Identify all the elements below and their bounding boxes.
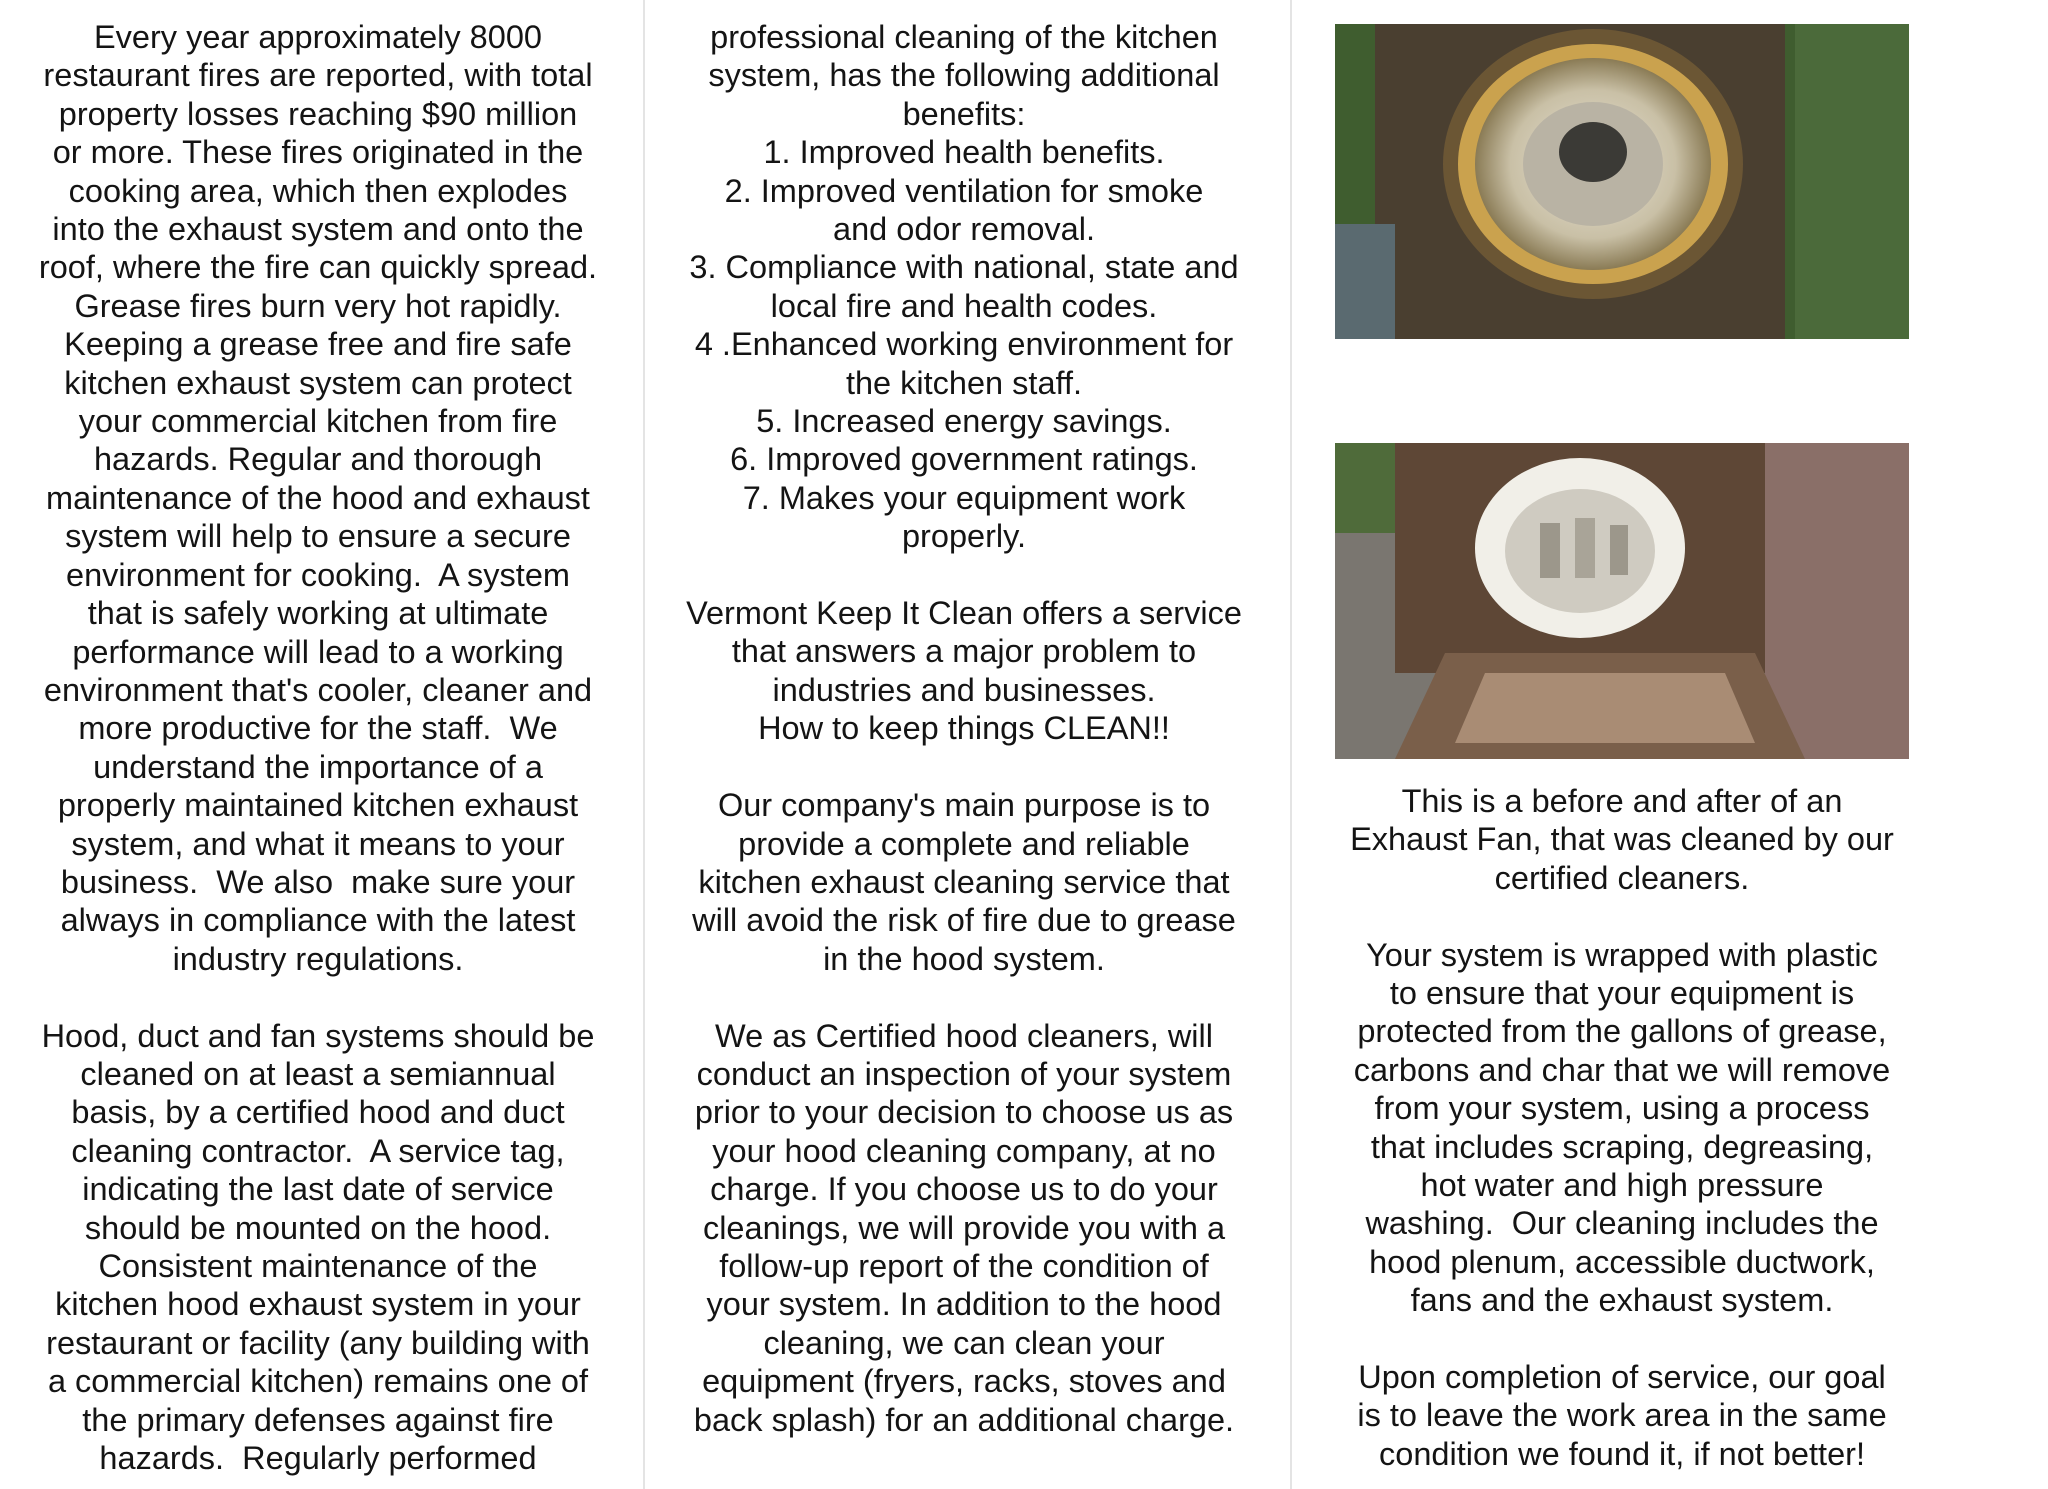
text-line: 1. Improved health benefits. [763, 134, 1165, 171]
text-line: business. We also make sure your [60, 863, 576, 900]
text-line: 6. Improved government ratings. [730, 441, 1198, 478]
text-line: industries and businesses. [772, 671, 1156, 708]
text-line: industry regulations. [172, 940, 464, 977]
text-line: provide a complete and reliable [738, 825, 1190, 862]
text-line: certified cleaners. [1494, 859, 1750, 896]
text-line: benefits: [902, 95, 1026, 132]
text-line: kitchen exhaust system can protect [64, 364, 572, 401]
text-line: your hood cleaning company, at no [712, 1132, 1216, 1169]
fire-statistics-paragraph [14, 18, 622, 978]
text-line: conduct an inspection of your system [696, 1055, 1232, 1092]
text-line: washing. Our cleaning includes the [1365, 1205, 1879, 1242]
text-line: equipment (fryers, racks, stoves and [702, 1363, 1226, 1400]
text-line: restaurant or facility (any building with [46, 1324, 590, 1361]
column-middle [672, 18, 1256, 1439]
service-paragraph [672, 594, 1256, 748]
text-line: environment for cooking. A system [66, 556, 570, 593]
text-line: Our company's main purpose is to [717, 787, 1211, 824]
text-line: that is safely working at ultimate [87, 595, 549, 632]
text-line: 3. Compliance with national, state and [689, 249, 1239, 286]
text-line: that answers a major problem to [731, 633, 1197, 670]
panel-fold-right [1290, 0, 1292, 1489]
text-line: charge. If you choose us to do your [710, 1171, 1218, 1208]
text-line: Every year approximately 8000 [93, 19, 542, 55]
text-line: back splash) for an additional charge. [693, 1401, 1235, 1438]
text-line: cleaning, we can clean your [763, 1324, 1165, 1361]
text-line: How to keep things CLEAN!! [758, 710, 1170, 747]
text-line: carbons and char that we will remove [1353, 1051, 1891, 1088]
column-left [14, 18, 622, 1477]
text-line: This is a before and after of an [1401, 783, 1843, 819]
text-line: professional cleaning of the kitchen [710, 19, 1218, 55]
text-line: property losses reaching $90 million [58, 95, 578, 132]
benefits-intro [672, 18, 1256, 133]
text-line: cleaned on at least a semiannual [80, 1055, 556, 1092]
text-line: always in compliance with the latest [60, 902, 576, 939]
text-line: Hood, duct and fan systems should be [41, 1017, 595, 1054]
text-line: Upon completion of service, our goal [1358, 1359, 1886, 1396]
text-line: is to leave the work area in the same [1357, 1397, 1887, 1434]
text-line: should be mounted on the hood. [84, 1209, 552, 1246]
photo-caption [1315, 782, 1929, 897]
text-line: the kitchen staff. [845, 364, 1083, 401]
text-line: restaurant fires are reported, with total [43, 57, 593, 94]
text-line: Keeping a grease free and fire safe [64, 326, 572, 363]
text-line: indicating the last date of service [82, 1171, 554, 1208]
text-line: roof, where the fire can quickly spread. [38, 249, 598, 286]
text-line: system will help to ensure a secure [65, 518, 571, 555]
text-line: basis, by a certified hood and duct [71, 1094, 565, 1131]
text-line: your system. In addition to the hood [706, 1286, 1222, 1323]
text-line: Grease fires burn very hot rapidly. [74, 287, 562, 324]
inspection-paragraph [672, 1017, 1256, 1439]
text-line: properly. [901, 518, 1027, 555]
text-line: hood plenum, accessible ductwork, [1369, 1243, 1875, 1280]
text-line: cooking area, which then explodes [68, 172, 568, 209]
text-line: or more. These fires originated in the [52, 134, 584, 171]
text-line: from your system, using a process [1374, 1090, 1870, 1127]
text-line: performance will lead to a working [72, 633, 564, 670]
text-line: in the hood system. [823, 940, 1105, 977]
text-line: into the exhaust system and onto the [52, 211, 584, 248]
cleaning-frequency-paragraph [14, 1017, 622, 1478]
benefits-list [672, 133, 1256, 555]
text-line: 4 .Enhanced working environment for [694, 326, 1234, 363]
text-line: Consistent maintenance of the [98, 1247, 538, 1284]
text-line: system, has the following additional [708, 57, 1220, 94]
text-line: fans and the exhaust system. [1410, 1282, 1834, 1319]
plastic-wrap-paragraph [1315, 936, 1929, 1320]
exhaust-fan-before-photo [1335, 24, 1909, 339]
text-line: Your system is wrapped with plastic [1366, 936, 1878, 973]
text-line: understand the importance of a [93, 748, 543, 785]
text-line: follow-up report of the condition of [719, 1247, 1209, 1284]
text-line: environment that's cooler, cleaner and [43, 671, 593, 708]
completion-paragraph [1315, 1358, 1929, 1473]
text-line: cleaning contractor. A service tag, [71, 1132, 565, 1169]
text-line: to ensure that your equipment is [1389, 975, 1855, 1012]
text-line: kitchen hood exhaust system in your [55, 1286, 581, 1323]
text-line: condition we found it, if not better! [1379, 1435, 1865, 1472]
text-line: properly maintained kitchen exhaust [57, 787, 579, 824]
text-line: your commercial kitchen from fire [78, 403, 558, 440]
text-line: Vermont Keep It Clean offers a service [686, 595, 1242, 632]
purpose-paragraph [672, 786, 1256, 978]
text-line: a commercial kitchen) remains one of [47, 1363, 589, 1400]
text-line: cleanings, we will provide you with a [702, 1209, 1226, 1246]
text-line: maintenance of the hood and exhaust [46, 479, 590, 516]
text-line: protected from the gallons of grease, [1357, 1013, 1887, 1050]
text-line: prior to your decision to choose us as [694, 1094, 1234, 1131]
text-line: local fire and health codes. [770, 287, 1158, 324]
text-line: more productive for the staff. We [78, 710, 558, 747]
text-line: hazards. Regular and thorough [93, 441, 543, 478]
text-line: We as Certified hood cleaners, will [715, 1017, 1213, 1054]
text-line: system, and what it means to your [71, 825, 565, 862]
exhaust-fan-after-photo [1335, 443, 1909, 759]
text-line: 7. Makes your equipment work [742, 479, 1186, 516]
text-line: 5. Increased energy savings. [756, 403, 1172, 440]
text-line: that includes scraping, degreasing, [1370, 1128, 1874, 1165]
text-line: 2. Improved ventilation for smoke [724, 172, 1204, 209]
text-line: hazards. Regularly performed [99, 1440, 537, 1477]
text-line: Exhaust Fan, that was cleaned by our [1350, 821, 1894, 858]
column-right [1315, 782, 1929, 1473]
text-line: hot water and high pressure [1420, 1167, 1824, 1204]
text-line: kitchen exhaust cleaning service that [698, 863, 1230, 900]
panel-fold-left [643, 0, 645, 1489]
text-line: and odor removal. [833, 211, 1095, 248]
text-line: will avoid the risk of fire due to grease [692, 902, 1236, 939]
text-line: the primary defenses against fire [82, 1401, 554, 1438]
